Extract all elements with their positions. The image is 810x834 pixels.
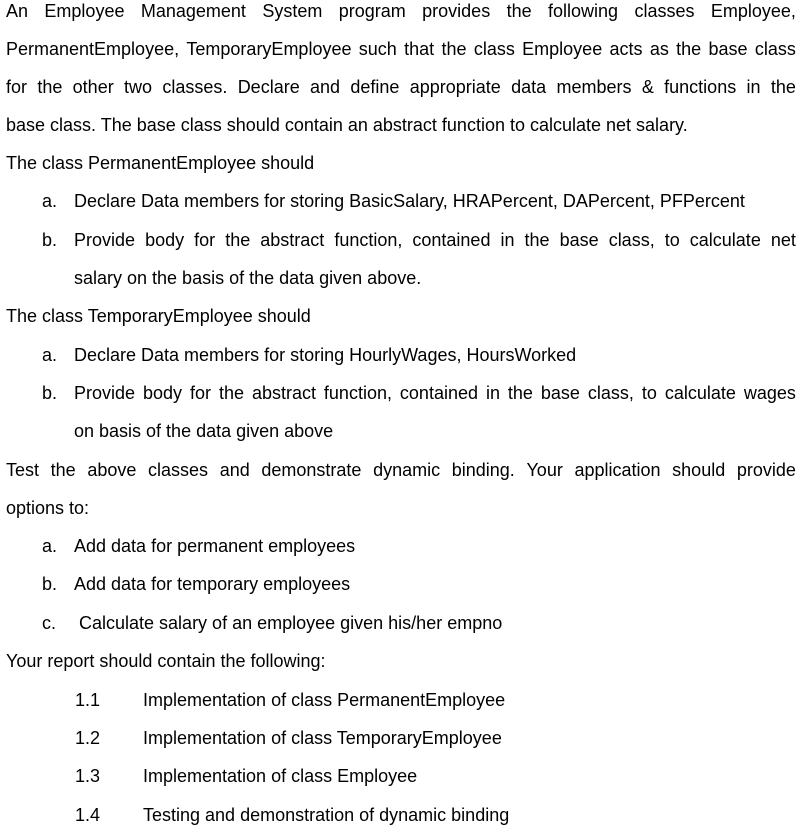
report-item-1-3-number: 1.3 [75,766,101,786]
test-line-2: options to: [6,498,90,518]
temporary-item-a-text: Declare Data members for storing HourlyWages, HoursWorked [74,345,577,365]
report-heading: Your report should contain the following: [6,651,326,671]
test-item-b-label: b. [42,574,58,594]
test-item-c-label: c. [42,613,57,633]
report-item-1-4-number: 1.4 [75,805,101,825]
permanent-item-b-text: Provide body for the abstract function, contained in the base class, to calculate net [74,230,796,250]
temporary-item-b-label: b. [42,383,58,403]
test-line-1: Test the above classes and demonstrate dynamic binding. Your application should provide [6,460,796,480]
intro-line-4: base class. The base class should contain an abstract function to calculate net salary. [6,115,688,135]
permanent-item-a-label: a. [42,191,58,211]
permanent-item-a-text: Declare Data members for storing BasicSalary, HRAPercent, DAPercent, PFPercent [74,191,745,211]
permanent-item-b-label: b. [42,230,58,250]
test-item-a-text: Add data for permanent employees [74,536,356,556]
temporary-item-a-label: a. [42,345,58,365]
report-item-1-4-text: Testing and demonstration of dynamic binding [143,805,510,825]
test-item-a-label: a. [42,536,58,556]
permanent-heading: The class PermanentEmployee should [6,153,315,173]
intro-line-2: PermanentEmployee, TemporaryEmployee such that the class Employee acts as the base class [6,39,796,59]
report-item-1-3-text: Implementation of class Employee [143,766,418,786]
report-item-1-1-text: Implementation of class PermanentEmployee [143,690,506,710]
temporary-heading: The class TemporaryEmployee should [6,306,311,326]
intro-line-1: An Employee Management System program provides the following classes Employee, [6,1,796,21]
test-item-b-text: Add data for temporary employees [74,574,351,594]
intro-line-3: for the other two classes. Declare and define appropriate data members & functions in the [6,77,796,97]
report-item-1-2-number: 1.2 [75,728,101,748]
report-item-1-1-number: 1.1 [75,690,101,710]
report-item-1-2-text: Implementation of class TemporaryEmployee [143,728,502,748]
test-item-c-text: Calculate salary of an employee given his/her empno [79,613,503,633]
temporary-item-b-text: Provide body for the abstract function, contained in the base class, to calculate wages [74,383,796,403]
permanent-item-b-continuation: salary on the basis of the data given above. [74,268,422,288]
temporary-item-b-continuation: on basis of the data given above [74,421,334,441]
